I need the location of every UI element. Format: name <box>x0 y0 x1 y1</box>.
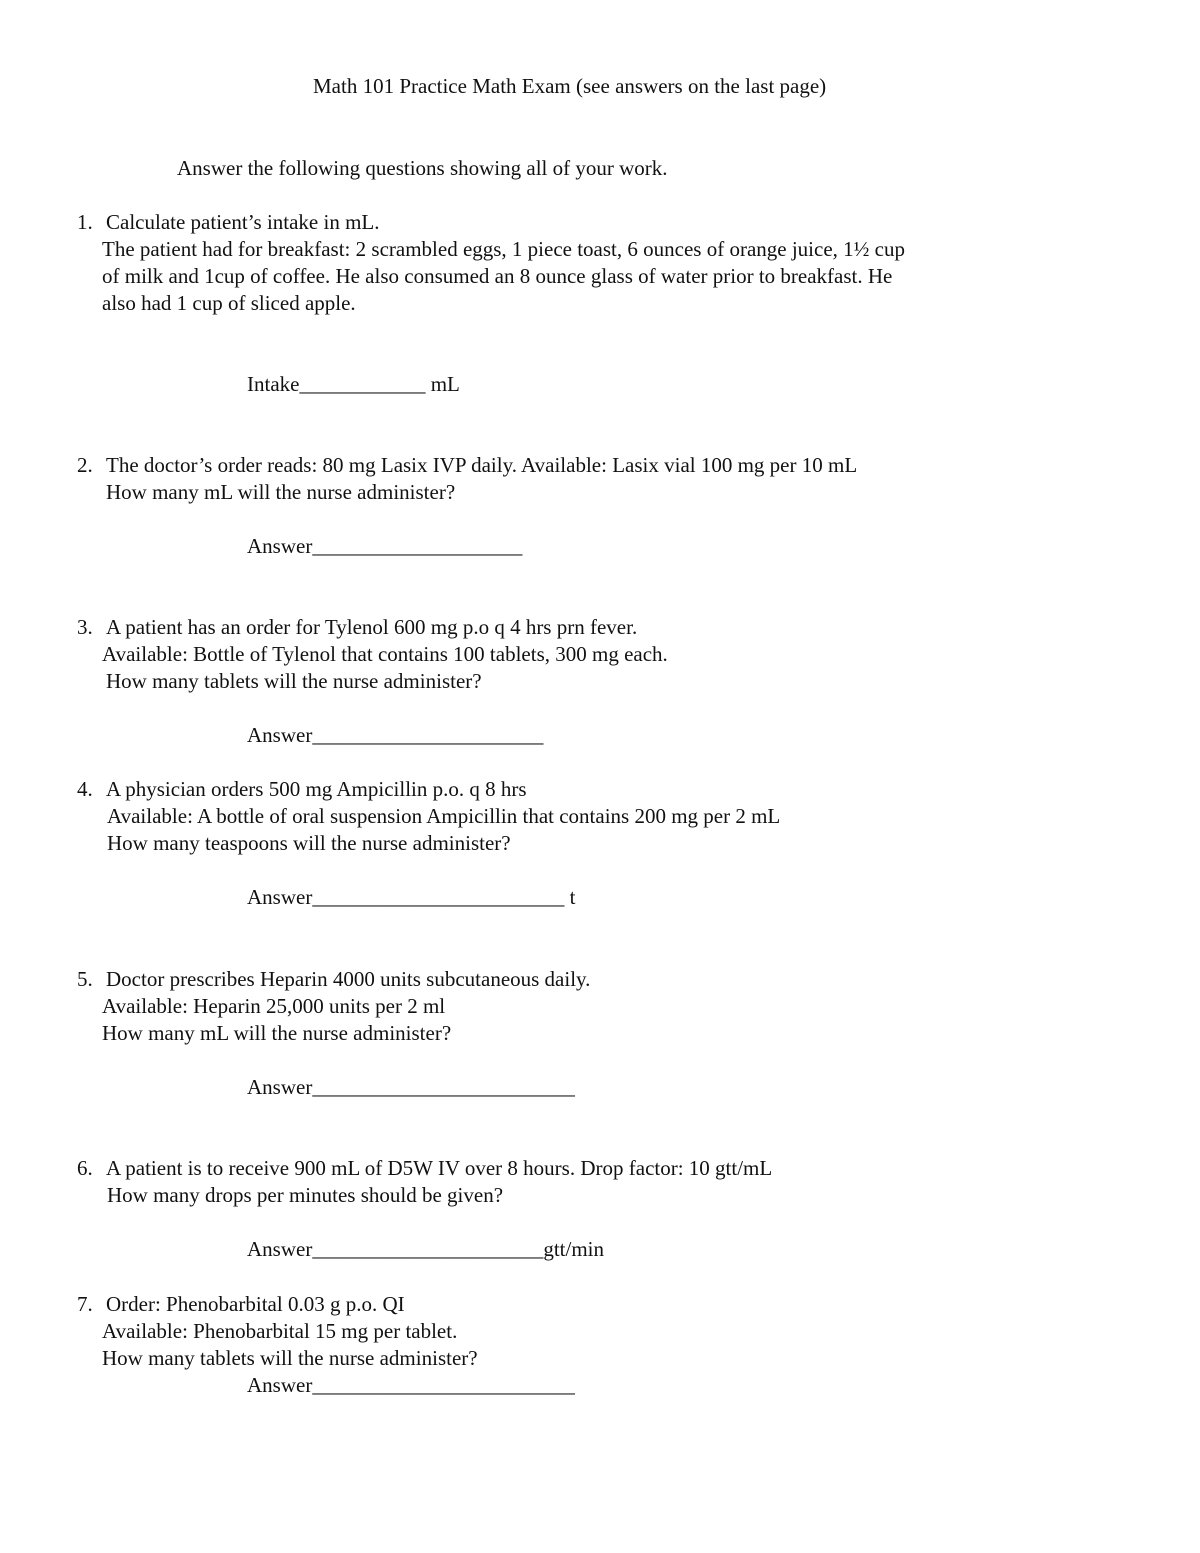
answer-blank: Answer_________________________ <box>247 1373 575 1397</box>
answer-blank: Answer______________________ <box>247 723 544 747</box>
question-text: Doctor prescribes Heparin 4000 units subcutaneous daily. <box>106 967 591 991</box>
question-number: 5. <box>77 967 93 991</box>
question-text: How many mL will the nurse administer? <box>102 1021 452 1045</box>
answer-blank: Intake____________ mL <box>247 372 460 396</box>
question-text: of milk and 1cup of coffee. He also consumed an 8 ounce glass of water prior to breakfast. He <box>102 264 893 288</box>
question-text: Calculate patient’s intake in mL. <box>106 210 380 234</box>
question-text: How many tablets will the nurse administer? <box>106 669 482 693</box>
question-text: How many tablets will the nurse administer? <box>102 1346 478 1370</box>
question-text: A patient has an order for Tylenol 600 mg p.o q 4 hrs prn fever. <box>106 615 638 639</box>
question-text: The doctor’s order reads: 80 mg Lasix IVP daily. Available: Lasix vial 100 mg per 10 mL <box>106 453 858 477</box>
question-text: Available: Bottle of Tylenol that contains 100 tablets, 300 mg each. <box>102 642 668 666</box>
question-number: 4. <box>77 777 93 801</box>
question-number: 2. <box>77 453 93 477</box>
question-text: How many mL will the nurse administer? <box>106 480 456 504</box>
question-text: Available: Heparin 25,000 units per 2 ml <box>102 994 446 1018</box>
question-text: Available: A bottle of oral suspension Ampicillin that contains 200 mg per 2 mL <box>107 804 781 828</box>
answer-blank: Answer______________________gtt/min <box>247 1237 604 1261</box>
answer-blank: Answer____________________ <box>247 534 523 558</box>
instructions: Answer the following questions showing all of your work. <box>177 156 668 180</box>
question-text: also had 1 cup of sliced apple. <box>102 291 356 315</box>
question-number: 1. <box>77 210 93 234</box>
question-number: 3. <box>77 615 93 639</box>
answer-blank: Answer_________________________ <box>247 1075 575 1099</box>
answer-blank: Answer________________________ t <box>247 885 576 909</box>
question-number: 7. <box>77 1292 93 1316</box>
question-text: Order: Phenobarbital 0.03 g p.o. QI <box>106 1292 405 1316</box>
question-text: The patient had for breakfast: 2 scrambled eggs, 1 piece toast, 6 ounces of orange juice, 1½ cup <box>102 237 905 261</box>
question-text: How many teaspoons will the nurse administer? <box>107 831 511 855</box>
question-text: Available: Phenobarbital 15 mg per tablet. <box>102 1319 458 1343</box>
question-text: How many drops per minutes should be given? <box>107 1183 504 1207</box>
page-title: Math 101 Practice Math Exam (see answers on the last page) <box>313 74 827 98</box>
question-text: A physician orders 500 mg Ampicillin p.o. q 8 hrs <box>106 777 527 801</box>
question-text: A patient is to receive 900 mL of D5W IV over 8 hours. Drop factor: 10 gtt/mL <box>106 1156 773 1180</box>
question-number: 6. <box>77 1156 93 1180</box>
